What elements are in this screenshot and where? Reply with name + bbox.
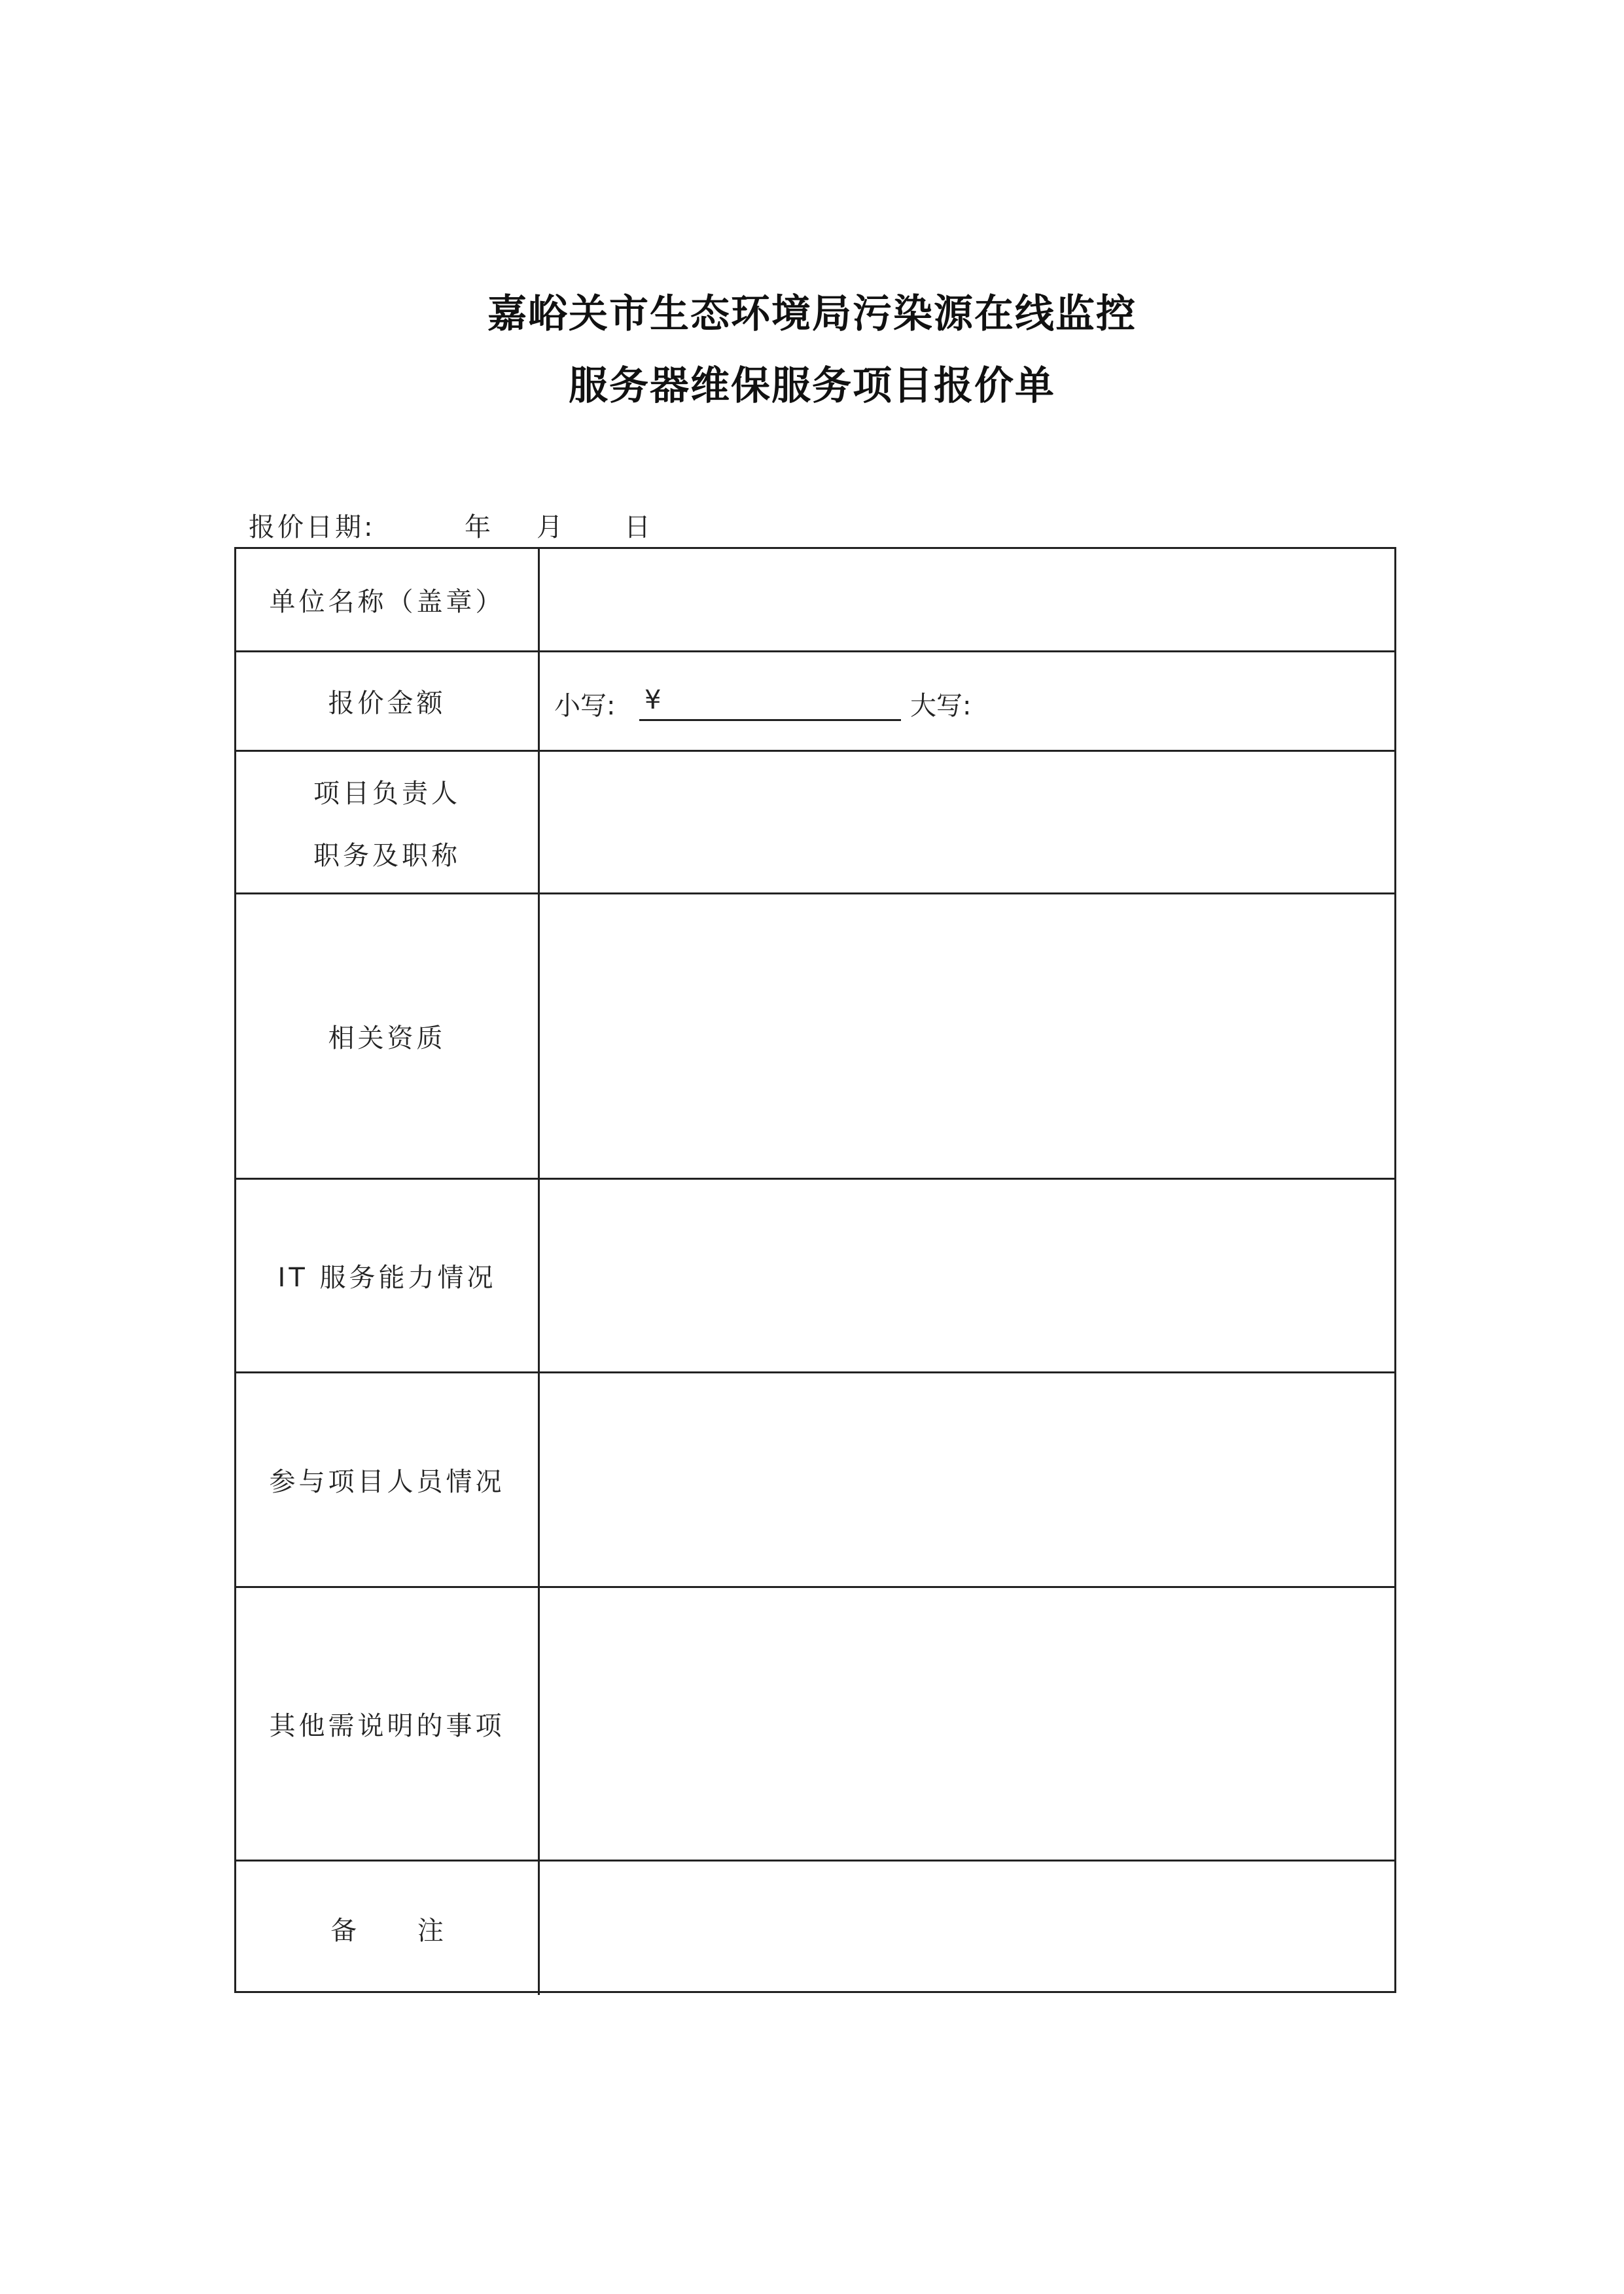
project-staff-field[interactable] (540, 1373, 1394, 1586)
qualifications-label (236, 894, 540, 1178)
row-qualifications (236, 894, 1394, 1180)
it-service-capability-label-text: IT 服务能力情况 (277, 1263, 497, 1293)
quote-amount-field[interactable] (540, 652, 1394, 750)
project-staff-label (236, 1373, 540, 1586)
amount-big-label: 大写: (910, 691, 972, 721)
quote-table (234, 547, 1396, 1993)
project-leader-label-line-2: 职务及职称 (313, 840, 461, 871)
other-matters-field[interactable] (540, 1588, 1394, 1860)
qualifications-label-text: 相关资质 (328, 1023, 446, 1053)
remarks-label-text: 备 注 (330, 1915, 470, 1946)
quote-amount-label (236, 652, 540, 750)
amount-small-label: 小写: (554, 691, 616, 721)
row-quote-amount (236, 652, 1394, 752)
company-name-label-text: 单位名称（盖章） (269, 587, 505, 617)
project-leader-label (236, 752, 540, 892)
company-name-label (236, 549, 540, 650)
quote-date-year: 年 (465, 512, 493, 542)
row-other-matters (236, 1588, 1394, 1862)
quote-date-day: 日 (624, 512, 653, 542)
document-title-line-1: 嘉峪关市生态环境局污染源在线监控 (487, 291, 1137, 337)
quote-date-label: 报价日期: (249, 512, 376, 542)
other-matters-label (236, 1588, 540, 1860)
company-name-field[interactable] (540, 549, 1394, 650)
remarks-field[interactable] (540, 1862, 1394, 1995)
other-matters-label-text: 其他需说明的事项 (269, 1711, 505, 1741)
qualifications-field[interactable] (540, 894, 1394, 1178)
row-it-service-capability (236, 1180, 1394, 1373)
it-service-capability-field[interactable] (540, 1180, 1394, 1371)
row-company-name (236, 549, 1394, 652)
remarks-label (236, 1862, 540, 1995)
quote-amount-label-text: 报价金额 (328, 688, 446, 718)
project-staff-label-text: 参与项目人员情况 (269, 1467, 505, 1497)
amount-small-underline[interactable] (639, 719, 901, 721)
it-service-capability-label (236, 1180, 540, 1371)
document-title-line-2: 服务器维保服务项目报价单 (569, 363, 1055, 409)
amount-currency-symbol: ¥ (644, 685, 662, 715)
project-leader-label-line-1: 项目负责人 (313, 778, 461, 809)
quote-date-month: 月 (537, 512, 565, 542)
row-project-leader (236, 752, 1394, 894)
row-project-staff (236, 1373, 1394, 1588)
project-leader-field[interactable] (540, 752, 1394, 892)
row-remarks (236, 1862, 1394, 1995)
